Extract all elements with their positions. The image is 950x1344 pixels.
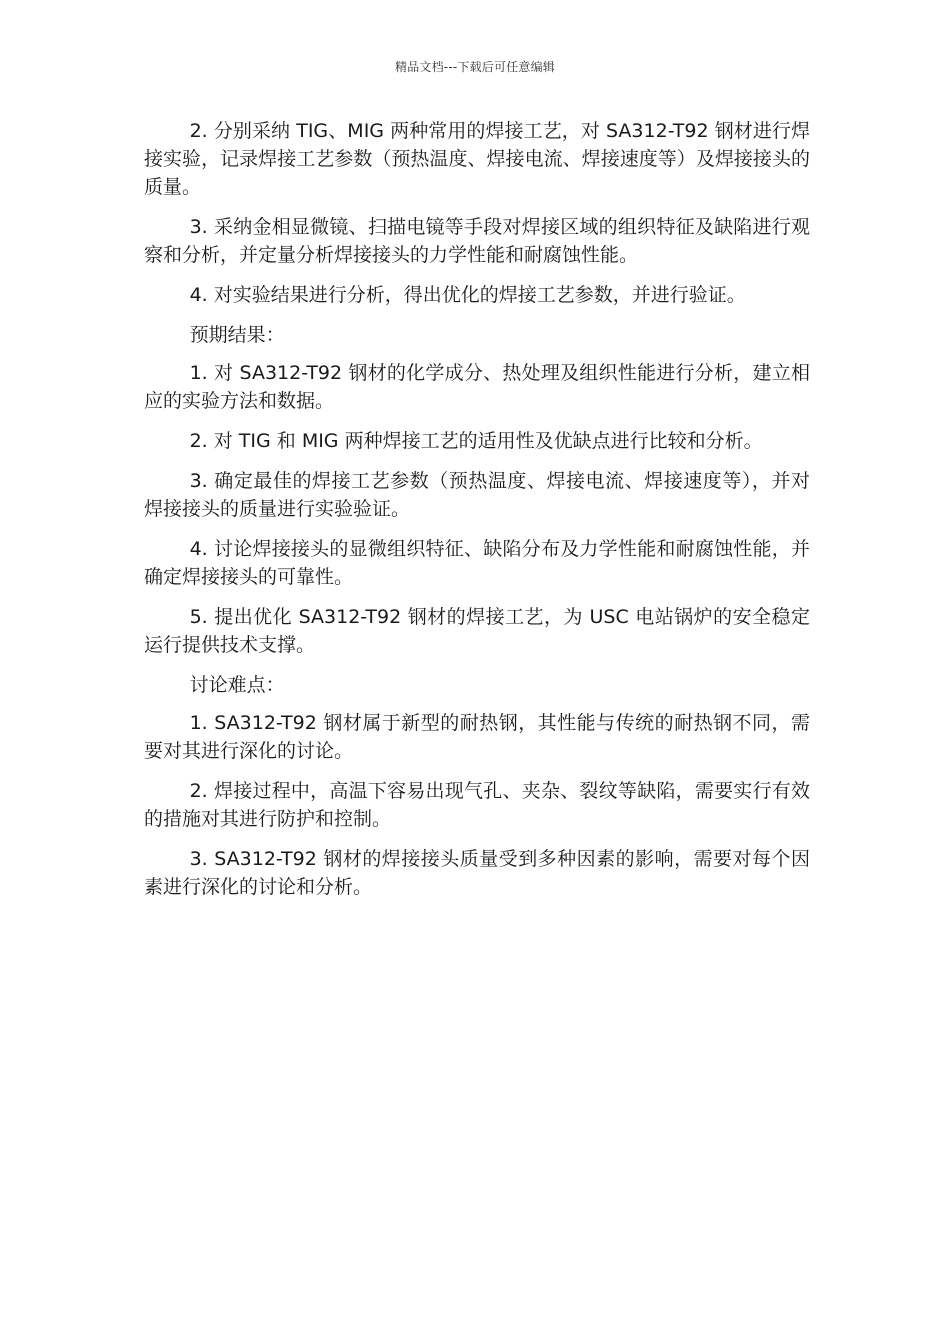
expected-result-3: 3. 确定最佳的焊接工艺参数（预热温度、焊接电流、焊接速度等），并对焊接接头的质量进行实验验证。 — [144, 470, 810, 520]
expected-result-4: 4. 讨论焊接接头的显微组织特征、缺陷分布及力学性能和耐腐蚀性能，并确定焊接接头的可靠性。 — [144, 538, 810, 588]
page-header: 精品文档---下载后可任意编辑 — [395, 60, 555, 74]
expected-result-1: 1. 对 SA312-T92 钢材的化学成分、热处理及组织性能进行分析，建立相应的实验方法和数据。 — [144, 362, 810, 412]
method-step-4: 4. 对实验结果进行分析，得出优化的焊接工艺参数，并进行验证。 — [189, 284, 746, 306]
method-step-2: 2. 分别采纳 TIG、MIG 两种常用的焊接工艺，对 SA312-T92 钢材进行焊接实验，记录焊接工艺参数（预热温度、焊接电流、焊接速度等）及焊接接头的质量。 — [144, 120, 810, 198]
document-body — [144, 117, 810, 913]
difficulties-heading: 讨论难点： — [189, 674, 285, 696]
expected-results-heading: 预期结果： — [189, 324, 285, 346]
method-step-3: 3. 采纳金相显微镜、扫描电镜等手段对焊接区域的组织特征及缺陷进行观察和分析，并定量分析焊接接头的力学性能和耐腐蚀性能。 — [144, 216, 810, 266]
expected-result-2: 2. 对 TIG 和 MIG 两种焊接工艺的适用性及优缺点进行比较和分析。 — [189, 430, 763, 452]
difficulty-2: 2. 焊接过程中，高温下容易出现气孔、夹杂、裂纹等缺陷，需要实行有效的措施对其进行防护和控制。 — [144, 780, 810, 830]
difficulty-1: 1. SA312-T92 钢材属于新型的耐热钢，其性能与传统的耐热钢不同，需要对其进行深化的讨论。 — [144, 712, 810, 762]
expected-result-5: 5. 提出优化 SA312-T92 钢材的焊接工艺，为 USC 电站锅炉的安全稳定运行提供技术支撑。 — [144, 606, 810, 656]
difficulty-3: 3. SA312-T92 钢材的焊接接头质量受到多种因素的影响，需要对每个因素进行深化的讨论和分析。 — [144, 848, 810, 898]
